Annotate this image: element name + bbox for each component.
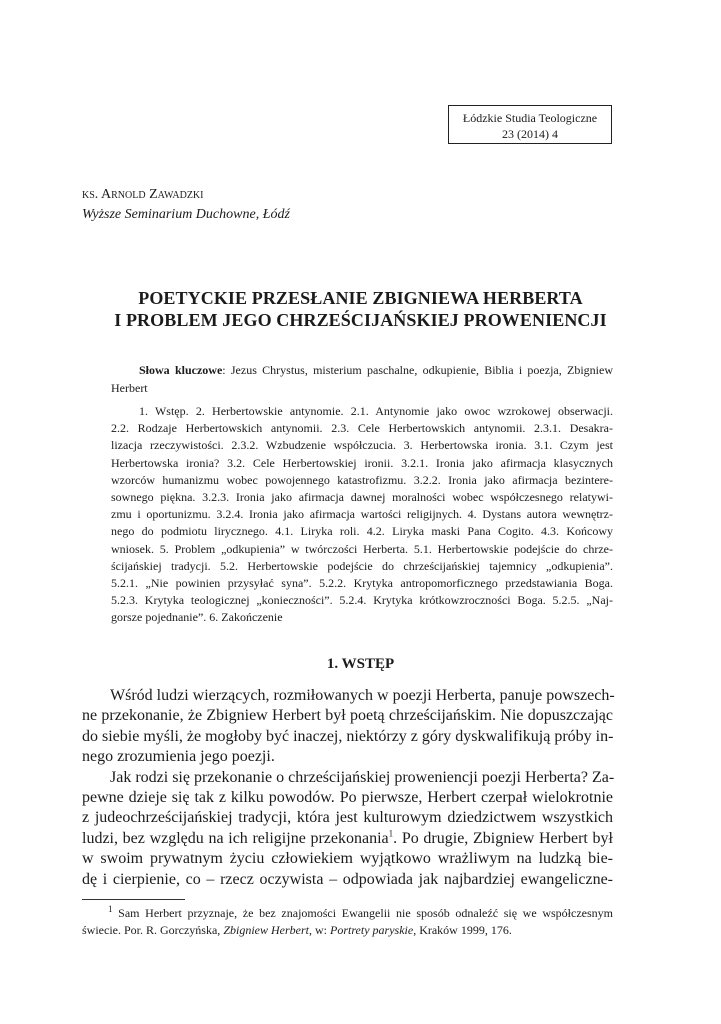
- body-line: dę i cierpienie, co – rzecz oczywista – odpowiada jak najbardziej ewangeliczne-: [82, 870, 613, 888]
- journal-name: Łódzkie Studia Teologiczne: [462, 111, 598, 125]
- body-text: [82, 686, 613, 890]
- body-line: do siebie myśli, że mogłoby być inaczej, niektórzy z góry dyskwalifikują próby in-: [82, 727, 614, 745]
- toc-line: 5.2.3. Krytyka teologicznej „konieczności”. 5.2.4. Krytyka krótkowzroczności Boga. 5.2.5. „Naj-: [111, 593, 613, 608]
- footnote: [82, 905, 613, 939]
- keywords-text: : Jezus Chrystus, misterium paschalne, odkupienie, Biblia i poezja, Zbigniew Herbert: [111, 363, 614, 395]
- keywords-label: Słowa kluczowe: [139, 363, 223, 377]
- footnote-line-1: [82, 905, 613, 922]
- body-line: Jak rodzi się przekonanie o chrześcijańskiej proweniencji poezji Herberta? Za-: [110, 768, 615, 786]
- author-affiliation: [82, 205, 290, 225]
- toc-line: 5.2.1. „Nie powinien przysyłać syna”. 5.2.2. Krytyka antropomorficznego przedstawiania Boga.: [111, 576, 613, 591]
- body-line: w swoim prywatnym życiu człowiekiem wyjątkowo wrażliwym na ludzką bie-: [82, 850, 613, 868]
- toc-line: wzorców humanizmu wobec powojennego katastrofizmu. 3.2.2. Ironia jako afirmacja bezintere-: [111, 472, 613, 487]
- keywords-paragraph: [111, 361, 613, 397]
- body-line: z judeochrześcijańskiej tradycji, która jest kulturowym dziedzictwem wszystkich: [82, 809, 613, 827]
- footnote-text-2: świecie. Por. R. Gorczyńska,: [82, 923, 224, 937]
- body-line-part: ludzi, bez względu na ich religijne przekonania: [82, 829, 389, 847]
- footnote-divider: [82, 899, 185, 900]
- body-line-with-footnote: [82, 829, 613, 849]
- toc-line: 1. Wstęp. 2. Herbertowskie antynomie. 2.1. Antynomie jako owoc wzrokowej obserwacji.: [139, 404, 613, 418]
- toc-line: sownego piękna. 3.2.3. Ironia jako afirmacja dawnej moralności wobec współczesnego relatywi-: [111, 490, 613, 505]
- body-line: ne przekonanie, że Zbigniew Herbert był poetą chrześcijańskim. Nie dopuszczając: [82, 707, 613, 725]
- author-line: [82, 185, 290, 205]
- toc-line: ścijańskiej tradycji. 5.2. Herbertowskie podejście do chrześcijańskiej tajemnicy „odkupienia”.: [111, 558, 613, 573]
- footnote-text-1: Sam Herbert przyznaje, że bez znajomości Ewangelii nie sposób odnaleźć się we współczesnym: [118, 906, 613, 920]
- footnote-reference: 1: [388, 828, 394, 839]
- body-line: nego zrozumienia jego poezji.: [82, 748, 275, 766]
- author-block: [82, 185, 290, 225]
- body-line-part: . Po drugie, Zbigniew Herbert był: [393, 829, 613, 847]
- title-line-1: POETYCKIE PRZESŁANIE ZBIGNIEWA HERBERTA: [138, 288, 583, 308]
- footnote-collection-title: Portrety paryskie: [329, 923, 414, 937]
- toc-line: gorsze pojednanie”. 6. Zakończenie: [111, 610, 283, 625]
- toc-line: 2.2. Rodzaje Herbertowskich antynomii. 2.3. Cele Herbertowskich antynomii. 2.3.1. Desakra-: [111, 421, 613, 436]
- journal-issue: 23 (2014) 4: [502, 127, 558, 141]
- body-line: pewne dzieje się tak z kilku powodów. Po pierwsze, Herbert czerpał wielokrotnie: [82, 789, 613, 807]
- footnote-text-3: , w:: [308, 923, 330, 937]
- article-title: [0, 287, 721, 331]
- footnote-line-2: [82, 922, 613, 939]
- footnote-text-4: , Kraków 1999, 176.: [413, 923, 512, 937]
- toc-line: lizacja rzeczywistości. 2.3.2. Wzbudzenie współczucia. 3. Herbertowska ironia. 3.1. Czym jest: [111, 438, 613, 453]
- section-heading: 1. WSTĘP: [326, 656, 395, 672]
- toc-line: wniosek. 5. Problem „odkupienia” w twórczości Herberta. 5.1. Herbertowskie podejście do chrze-: [111, 541, 613, 556]
- affiliation-institution: Wyższe Seminarium Duchowne: [82, 207, 256, 222]
- table-of-contents: [111, 403, 613, 627]
- journal-info-box: [448, 105, 612, 144]
- footnote-book-title: Zbigniew Herbert: [223, 923, 309, 937]
- toc-line: Herbertowska ironia? 3.2. Cele Herbertowskiej ironii. 3.2.1. Ironia jako afirmacja klasycznych: [111, 455, 613, 470]
- toc-line: zmu i oportunizmu. 3.2.4. Ironia jako afirmacja wartości religijnych. 4. Dystans autora wewnętrz-: [111, 507, 613, 522]
- toc-line: nego do podmiotu lirycznego. 4.1. Liryka roli. 4.2. Liryka maski Pana Cogito. 4.3. Końcowy: [111, 524, 613, 539]
- footnote-number: 1: [108, 904, 113, 914]
- author-prefix: ks.: [82, 187, 102, 202]
- title-line-2: I PROBLEM JEGO CHRZEŚCIJAŃSKIEJ PROWENIENCJI: [114, 310, 607, 330]
- affiliation-city: , Łódź: [255, 207, 290, 222]
- body-line: Wśród ludzi wierzących, rozmiłowanych w poezji Herberta, panuje powszech-: [110, 687, 615, 704]
- author-name: Arnold Zawadzki: [101, 187, 204, 202]
